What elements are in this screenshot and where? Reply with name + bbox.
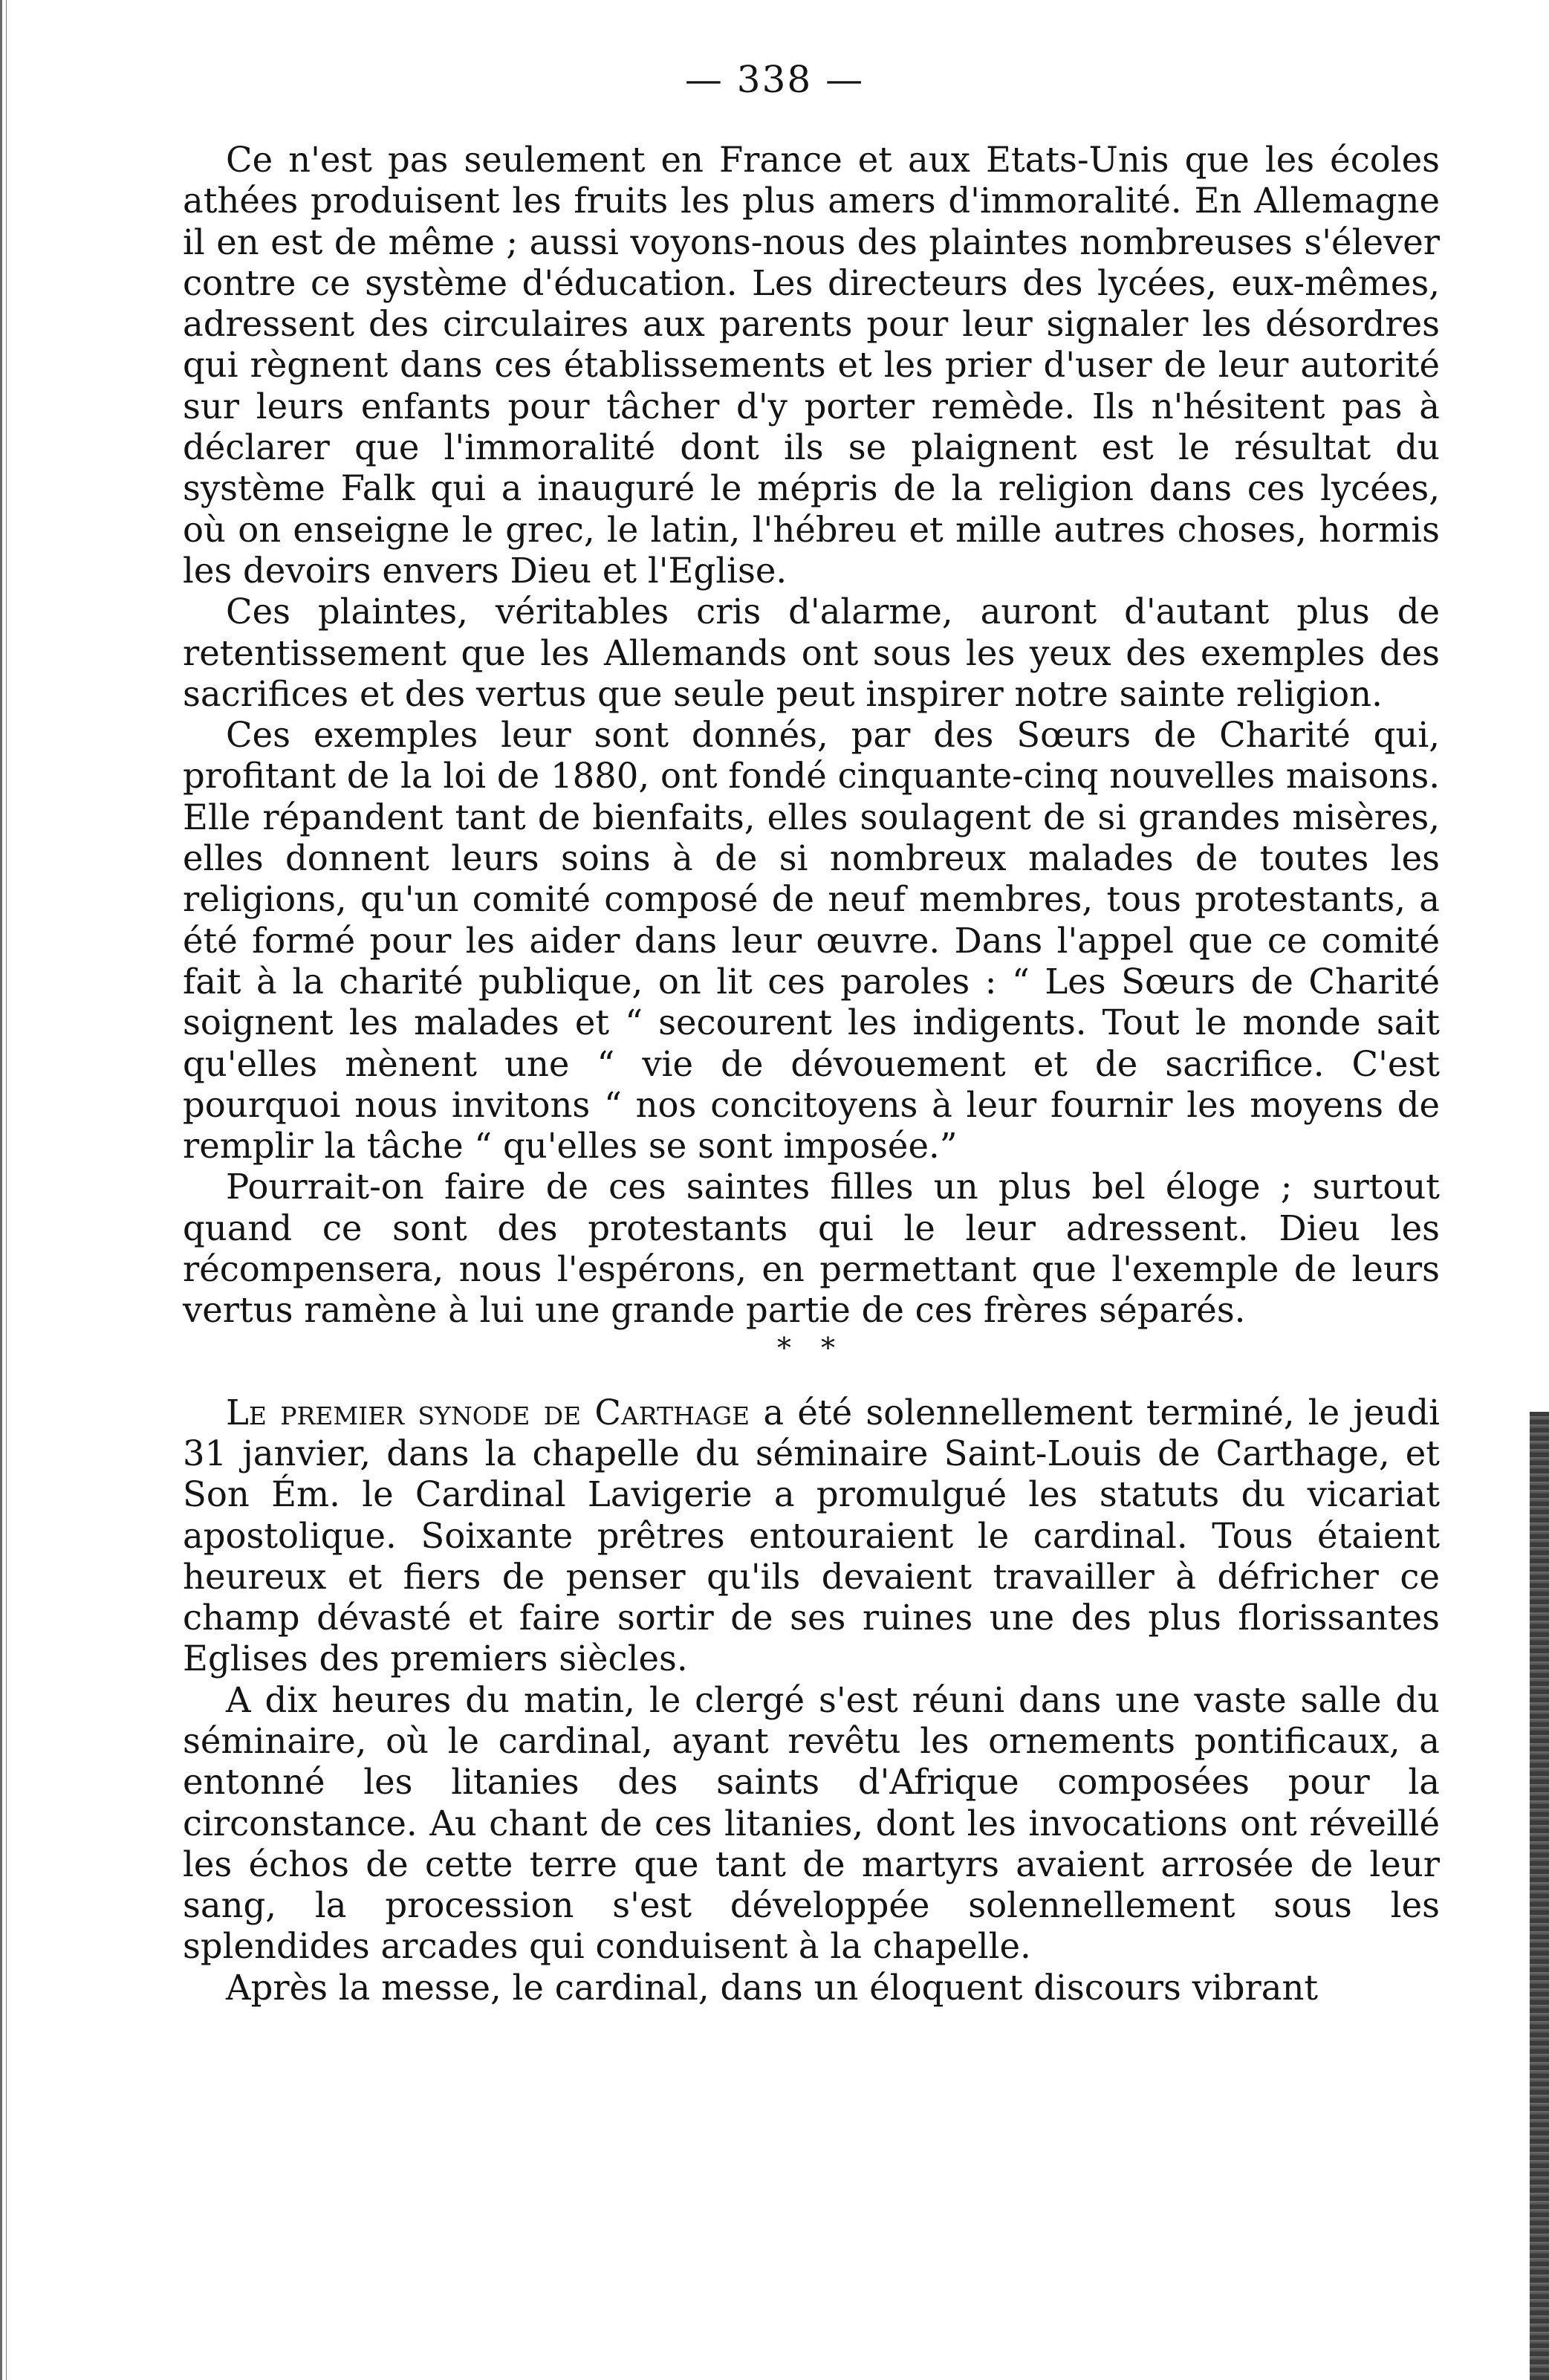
scan-right-edge (1530, 1412, 1549, 2380)
scan-left-edge (0, 0, 10, 2380)
paragraph: Pourrait-on faire de ces saintes filles un plus bel éloge ; surtout quand ce sont des protestants qui le leur adressent. Dieu les récompensera, nous l'espérons, en permettant que l'exemple de leurs vertus ramène à lui une grande partie de ces frères séparés. (183, 1167, 1440, 1331)
paragraph: A dix heures du matin, le clergé s'est réuni dans une vaste salle du séminaire, où le cardinal, ayant revêtu les ornements pontificaux, a entonné les litanies des saints d'Afrique composées pour la circonstance. Au chant de ces litanies, dont les invocations ont réveillé les échos de cette terre que tant de martyrs avaient arrosée de leur sang, la procession s'est développée solennellement sous les splendides arcades qui conduisent à la chapelle. (183, 1679, 1440, 1967)
paragraph: Ce n'est pas seulement en France et aux Etats-Unis que les écoles athées produisent les fruits les plus amers d'immoralité. En Allemagne il en est de même ; aussi voyons-nous des plaintes nombreuses s'élever contre ce système d'éducation. Les directeurs des lycées, eux-mêmes, adressent des circulaires aux parents pour leur signaler les désordres qui règnent dans ces établissements et les prier d'user de leur autorité sur leurs enfants pour tâcher d'y porter remède. Ils n'hésitent pas à déclarer que l'immoralité dont ils se plaignent est le résultat du système Falk qui a inauguré le mépris de la religion dans ces lycées, où on enseigne le grec, le latin, l'hébreu et mille autres choses, hormis les devoirs envers Dieu et l'Eglise. (183, 140, 1440, 591)
paragraph (183, 1392, 1440, 1680)
paragraph: Ces plaintes, véritables cris d'alarme, auront d'autant plus de retentissement que les Allemands ont sous les yeux des exemples des sacrifices et des vertus que seule peut inspirer notre sainte religion. (183, 591, 1440, 714)
page-number: — 338 — (684, 58, 865, 101)
paragraph: Ces exemples leur sont donnés, par des Sœurs de Charité qui, profitant de la loi de 1880, ont fondé cinquante-cinq nouvelles maisons. Elle répandent tant de bienfaits, elles soulagent de si grandes misères, elles donnent leurs soins à de si nombreux malades de toutes les religions, qu'un comité composé de neuf membres, tous protestants, a été formé pour les aider dans leur œuvre. Dans l'appel que ce comité fait à la charité publique, on lit ces paroles : “ Les Sœurs de Charité soignent les malades et “ secourent les indigents. Tout le monde sait qu'elles mènent une “ vie de dévouement et de sacrifice. C'est pourquoi nous invitons “ nos concitoyens à leur fournir les moyens de remplir la tâche “ qu'elles se sont imposée.” (183, 715, 1440, 1167)
paragraph: Après la messe, le cardinal, dans un éloquent discours vibrant (226, 1967, 1319, 2008)
article-heading: Le premier synode de Carthage (226, 1392, 750, 1433)
section-separator: * * (776, 1331, 846, 1364)
page-body (183, 140, 1440, 2008)
paragraph-text: a été solennellement terminé, le jeudi 31 janvier, dans la chapelle du séminaire Saint-Louis de Carthage, et Son Ém. le Cardinal Lavigerie a promulgué les statuts du vicariat apostolique. Soixante prêtres entouraient le cardinal. Tous étaient heureux et fiers de penser qu'ils devaient travailler à défricher ce champ dévasté et faire sortir de ses ruines une des plus florissantes Eglises des premiers siècles. (183, 1392, 1440, 1679)
